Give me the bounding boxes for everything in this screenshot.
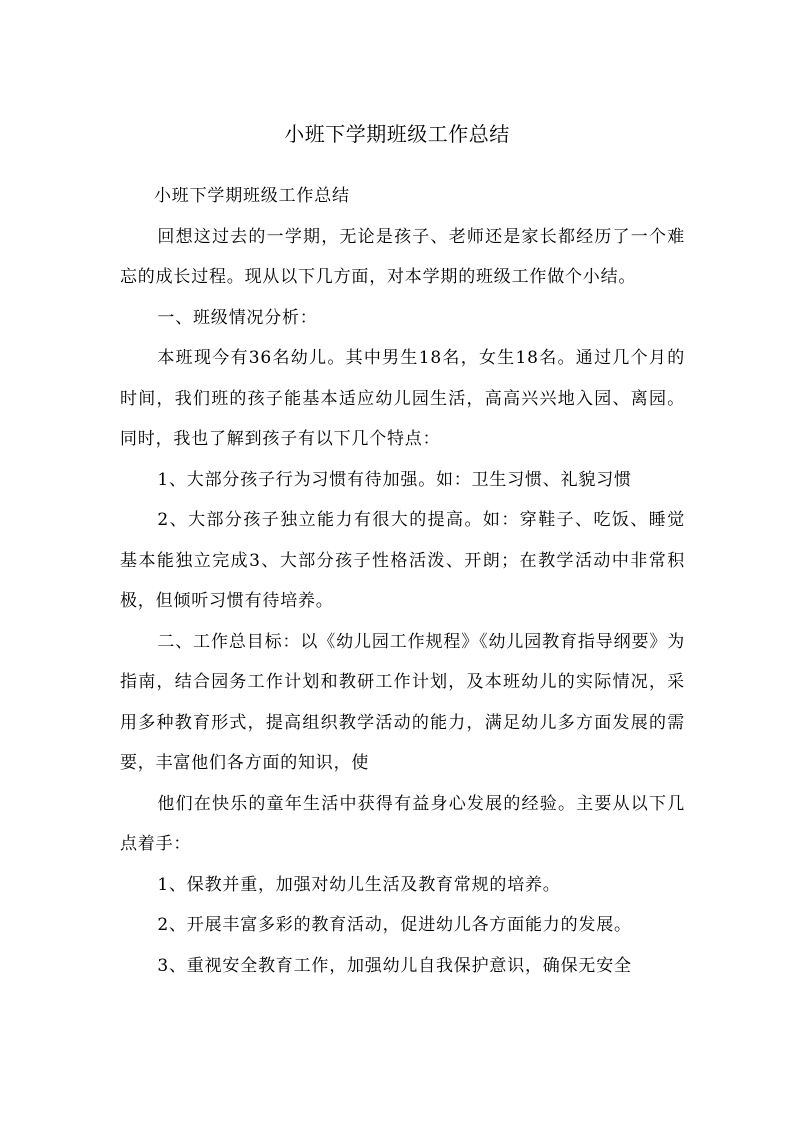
paragraph-intro: 回想这过去的一学期，无论是孩子、老师还是家长都经历了一个难忘的成长过程。现从以下几方面，对本学期的班级工作做个小结。 xyxy=(120,226,685,287)
section-heading-class-analysis: 一、班级情况分析： xyxy=(157,307,318,328)
list-item-independence: 2、大部分孩子独立能力有很大的提高。如：穿鞋子、吃饭、睡觉基本能独立完成3、大部分孩子性格活泼、开朗；在教学活动中非常积极，但倾听习惯有待培养。 xyxy=(120,510,685,611)
document-body xyxy=(120,176,685,986)
paragraph-class-info: 本班现今有36名幼儿。其中男生18名，女生18名。通过几个月的时间，我们班的孩子能基本适应幼儿园生活，高高兴兴地入园、离园。同时，我也了解到孩子有以下几个特点： xyxy=(120,348,685,449)
document-title: 小班下学期班级工作总结 xyxy=(284,122,510,146)
list-item-safety: 3、重视安全教育工作，加强幼儿自我保护意识，确保无安全 xyxy=(157,955,632,976)
list-item-activities: 2、开展丰富多彩的教育活动，促进幼儿各方面能力的发展。 xyxy=(157,915,632,935)
paragraph-goals-continued: 他们在快乐的童年生活中获得有益身心发展的经验。主要从以下几点着手： xyxy=(120,793,685,854)
section-heading-goals: 二、工作总目标：以《幼儿园工作规程》《幼儿园教育指导纲要》为指南，结合园务工作计划和教研工作计划，及本班幼儿的实际情况，采用多种教育形式，提高组织教学活动的能力，满足幼儿多方面发展的需要，丰富他们各方面的知识，使 xyxy=(120,631,685,773)
paragraph-subtitle: 小班下学期班级工作总结 xyxy=(154,186,350,206)
list-item-care-education: 1、保教并重，加强对幼儿生活及教育常规的培养。 xyxy=(157,874,561,895)
list-item-habits: 1、大部分孩子行为习惯有待加强。如：卫生习惯、礼貌习惯 xyxy=(157,469,632,490)
